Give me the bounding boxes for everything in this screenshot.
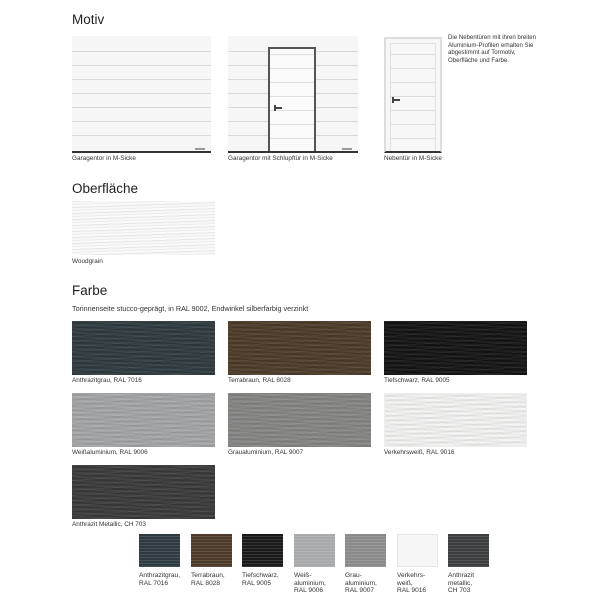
mini-color-swatch bbox=[191, 534, 232, 567]
mini-color-swatch bbox=[345, 534, 386, 567]
caption-swatch: Anthrazitgrau, RAL 7016 bbox=[72, 377, 142, 384]
mini-color-swatch bbox=[242, 534, 283, 567]
caption-swatch: Graualuminium, RAL 9007 bbox=[228, 449, 304, 456]
mini-color-swatch bbox=[448, 534, 489, 567]
section-title-motiv: Motiv bbox=[72, 12, 105, 27]
surface-woodgrain-image bbox=[72, 201, 215, 255]
section-title-farbe: Farbe bbox=[72, 283, 108, 298]
mini-color-swatch bbox=[139, 534, 180, 567]
section-title-oberflaeche: Oberfläche bbox=[72, 181, 139, 196]
color-swatch-verkehrsweiss bbox=[384, 393, 527, 447]
color-swatch-anthrazit-metallic bbox=[72, 465, 215, 519]
caption-swatch: Weißaluminium, RAL 9006 bbox=[72, 449, 148, 456]
caption-swatch: Terrabraun, RAL 8028 bbox=[228, 377, 291, 384]
caption-woodgrain: Woodgrain bbox=[72, 258, 103, 265]
caption-swatch: Verkehrsweiß, RAL 9016 bbox=[384, 449, 455, 456]
caption-swatch: Tiefschwarz, RAL 9005 bbox=[384, 377, 450, 384]
mini-swatch-caption: Grau- aluminium, RAL 9007 bbox=[345, 572, 377, 595]
color-swatch-graualuminium bbox=[228, 393, 371, 447]
mini-swatch-caption: Tiefschwarz, RAL 9005 bbox=[242, 572, 279, 587]
door-handle-icon bbox=[392, 99, 400, 101]
mini-color-swatch bbox=[294, 534, 335, 567]
caption-swatch: Anthrazit Metallic, CH 703 bbox=[72, 521, 146, 528]
mini-swatch-caption: Weiß- aluminium, RAL 9006 bbox=[294, 572, 326, 595]
color-swatch-tiefschwarz bbox=[384, 321, 527, 375]
mini-swatch-caption: Terrabraun, RAL 8028 bbox=[191, 572, 225, 587]
caption-door-1: Garagentor in M-Sicke bbox=[72, 155, 136, 162]
door-image-garage-m-sicke bbox=[72, 36, 211, 153]
caption-door-3: Nebentür in M-Sicke bbox=[384, 155, 442, 162]
mini-swatch-caption: Verkehrs- weiß, RAL 9016 bbox=[397, 572, 427, 595]
mini-swatch-caption: Anthrazitgrau, RAL 7016 bbox=[139, 572, 181, 587]
farbe-subtitle: Torinnenseite stucco-geprägt, in RAL 9002, Endwinkel silberfarbig verzinkt bbox=[72, 304, 309, 313]
color-swatch-terrabraun bbox=[228, 321, 371, 375]
door-image-side-door bbox=[384, 37, 442, 153]
mini-color-swatch bbox=[397, 534, 438, 567]
color-swatch-weissaluminium bbox=[72, 393, 215, 447]
side-door-note: Die Nebentüren mit ihren breiten Aluminium-Profilen erhalten Sie abgestimmt auf Tormotiv, Oberfläche und Farbe. bbox=[448, 34, 537, 64]
caption-door-2: Garagentor mit Schlupftür in M-Sicke bbox=[228, 155, 333, 162]
mini-swatch-caption: Anthrazit metallic, CH 703 bbox=[448, 572, 475, 595]
door-image-garage-wicket bbox=[228, 36, 358, 153]
color-swatch-anthrazitgrau bbox=[72, 321, 215, 375]
door-handle-icon bbox=[274, 107, 282, 109]
